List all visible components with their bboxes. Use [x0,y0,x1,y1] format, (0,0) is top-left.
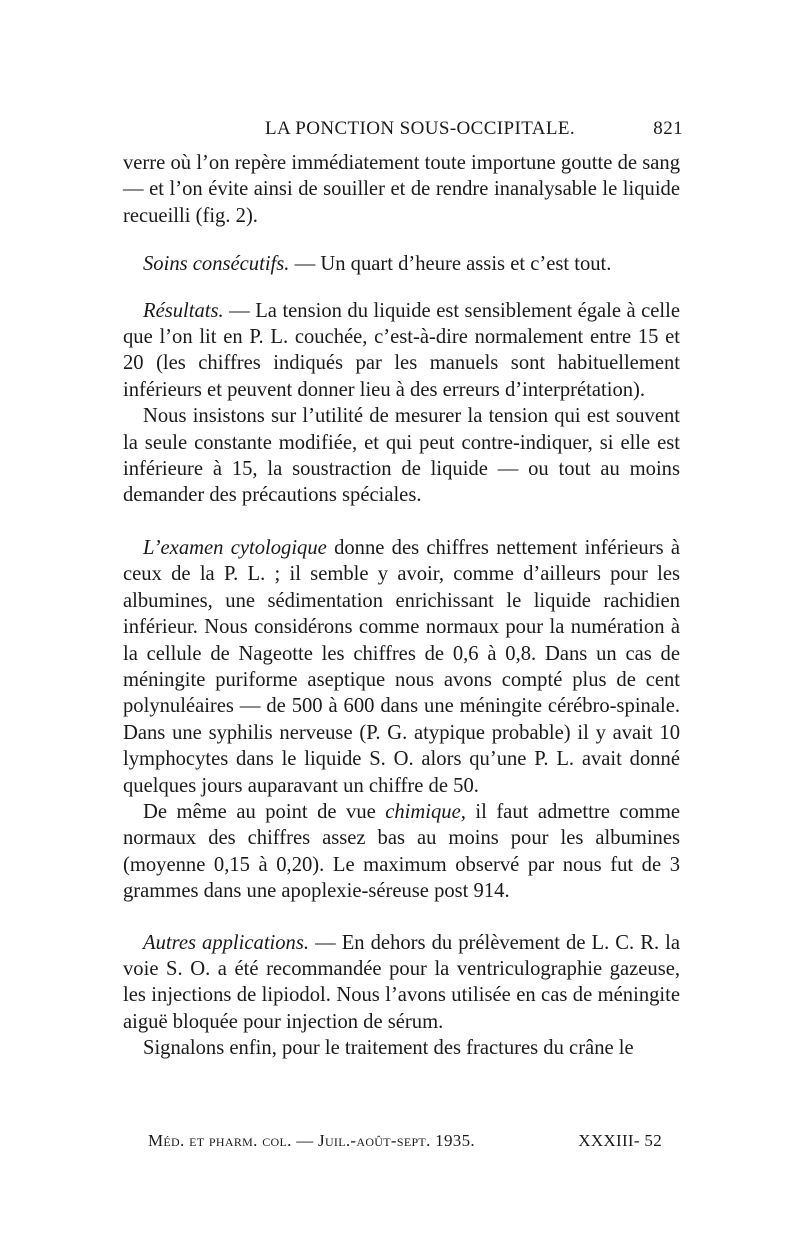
paragraph-tension: Nous insistons sur l’utilité de mesurer la tension qui est souvent la seule constante modifiée, et qui peut contre-indiquer, si elle est inférieure à 15, la soustraction de liquide — ou tout au moins demander des précautions spéciales. [123,405,680,507]
paragraph-chimie-lead: De même au point de vue [143,800,386,823]
paragraph-soins-text: — Un quart d’heure assis et c’est tout. [289,253,612,276]
paragraph-continuation: verre où l’on repère immédiatement toute importune goutte de sang — et l’on évite ainsi de souiller et de rendre inanalysable le liquide recueilli (fig. 2). [123,152,680,227]
paragraph-resultats [123,298,680,404]
body-text [123,150,680,1062]
section-heading-cytologie: L’examen cytologique [143,536,327,559]
running-title: LA PONCTION SOUS-OCCIPITALE. [265,118,575,139]
paragraph-cytologie [123,535,680,799]
paragraph-resultats-text: — La tension du liquide est sensiblement égale à celle que l’on lit en P. L. couchée, c’est-à-dire normalement entre 15 et 20 (les chiffres indiqués par les manuels sont habituellement inférieurs et peuvent donner lieu à des erreurs d’interprétation). [123,299,680,401]
paragraph-signalons: Signalons enfin, pour le traitement des fractures du crâne le [143,1037,634,1060]
journal-reference: Méd. et pharm. col. — Juil.-août-sept. 1935. [148,1131,475,1150]
paragraph-applications-text: — En dehors du prélèvement de L. C. R. la voie S. O. a été recommandée pour la ventriculographie gazeuse, les injections de lipiodol. Nous l’avons utilisée en cas de méningite aiguë bloquée pour injection de sérum. [123,931,680,1033]
section-heading-resultats: Résultats. [143,299,224,322]
paragraph-chimie [123,799,680,905]
paragraph-applications [123,930,680,1036]
emphasis-chimique: chimique, [385,800,466,823]
page-footer [148,1131,662,1155]
section-heading-soins: Soins consécutifs. [143,253,290,276]
paragraph-chimie-text: il faut admettre comme normaux des chiffres assez bas au moins pour les albumines (moyenne 0,15 à 0,20). Le maximum observé par nous fut de 3 grammes dans une apoplexie-séreuse post 914. [123,800,680,903]
page-header [123,118,683,144]
section-heading-applications: Autres applications. [143,931,310,954]
paragraph-cytologie-text: donne des chiffres nettement inférieurs à ceux de la P. L. ; il semble y avoir, comme d’ailleurs pour les albumines, une sédimentation enrichissant le liquide rachidien inférieur. Nous considérons comme normaux pour la numération à la cellule de Nageotte les chiffres de 0,6 à 0,8. Dans un cas de méningite puriforme aseptique nous avons compté plus de cent polynuléaires — de 500 à 600 dans une méningite cérébro-spinale. Dans une syphilis nerveuse (P. G. atypique probable) il y avait 10 lymphocytes dans le liquide S. O. alors qu’une P. L. avait donné quelques jours auparavant un chiffre de 50. [123,536,681,797]
paragraph-soins [123,251,680,277]
signature-mark: XXXIII- 52 [578,1131,662,1150]
page-number: 821 [653,118,683,139]
